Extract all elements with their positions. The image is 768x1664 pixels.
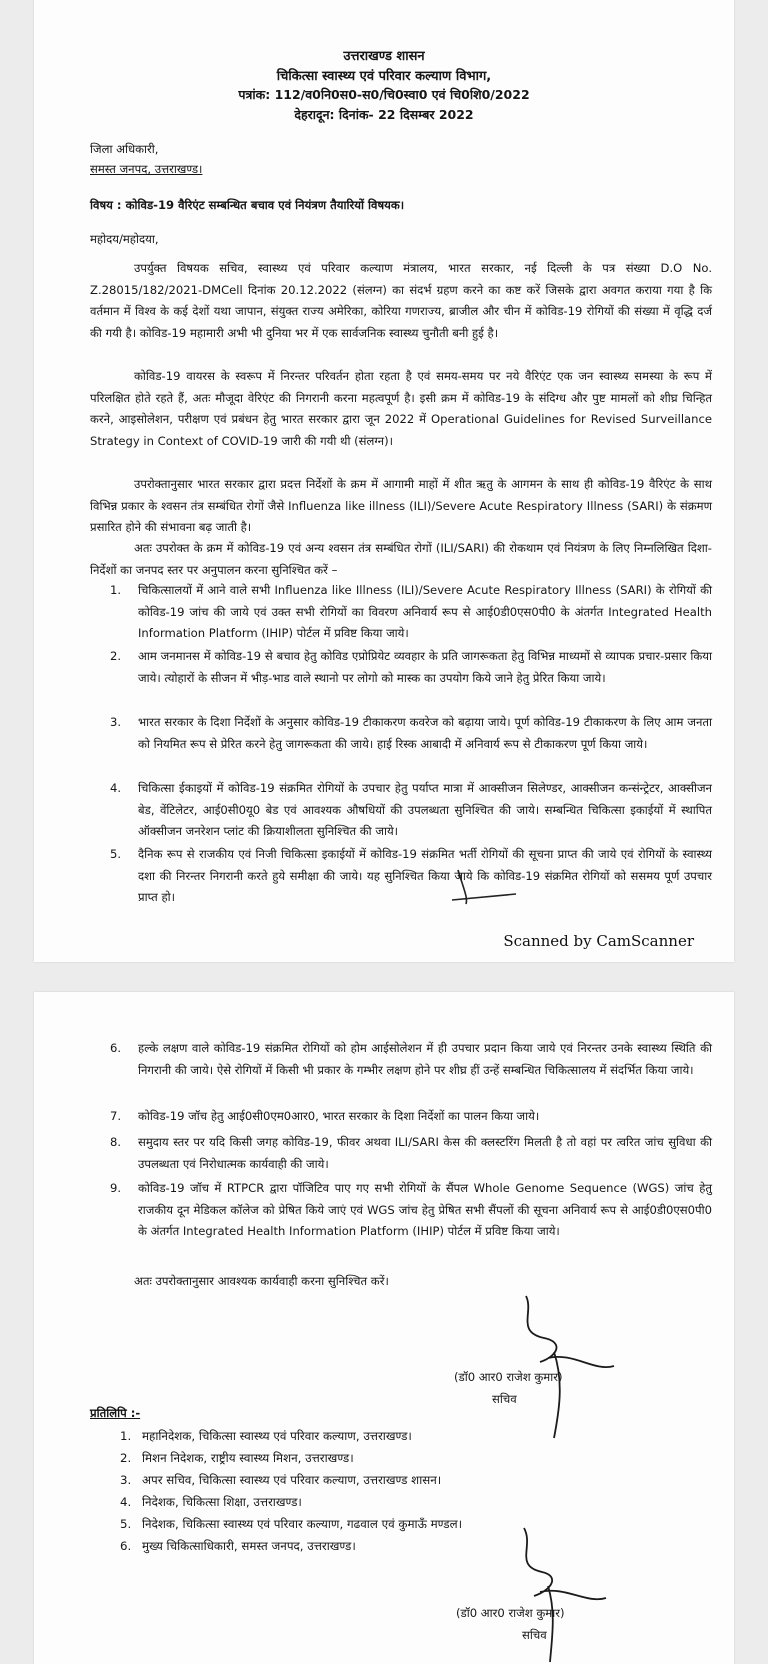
directive-item: 9. कोविड-19 जॉच में RTPCR द्वारा पॉजिटिव पाए गए सभी रोगियों के सैंपल Whole Genome Sequence (WGS) जांच हेतु राजकीय दून मेडिकल कॉलेज को प्रेषित किये जाएं एवं WGS जांच हेतु प्रेषित सभी सैंपलों की सूचना अनिवार्य रूप से आई0डी0एस0पी0 के अंतर्गत Integrated Health Information Platform (IHIP) पोर्टल में प्रविष्ट किया जाये।: [110, 1181, 712, 1238]
directive-item: 2. आम जनमानस में कोविड-19 से बचाव हेतु कोविड एप्रोप्रियेट व्यवहार के प्रति जागरूकता हेतु विभिन्न माध्यमों से व्यापक प्रचार-प्रसार किया जाये। त्योहारों के सीजन में भीड़-भाड वाले स्थानो पर लोगो को मास्क का उपयोग किये जाने हेतु प्रेरित किया जाये।: [110, 649, 712, 685]
department-title: चिकित्सा स्वास्थ्य एवं परिवार कल्याण विभाग,: [276, 69, 492, 84]
letter-number: पत्रांक: 112/व0नि0स0-स0/चि0स्वा0 एवं चि0शि0/2022: [238, 87, 530, 102]
subject-line: विषय : कोविड-19 वैरिएंट सम्बन्धित बचाव एवं नियंत्रण तैयारियों विषयक।: [90, 198, 405, 212]
directive-item: 4. चिकित्सा ईकाइयों में कोविड-19 संक्रमित रोगियों के उपचार हेतु पर्याप्त मात्रा में आक्सीजन सिलेण्डर, आक्सीजन कन्संन्ट्रेटर, आक्सीजन बेड, वेंटिलेटर, आई0सी0यू0 बेड एवं आवश्यक औषधियों की उपलब्धता सुनिश्चित की जाये। सम्बन्धित चिकित्सा इकाईयों में स्थापित ऑक्सीजन जनरेशन प्लांट की क्रियाशीलता सुनिश्चित की जाये।: [110, 781, 712, 838]
directive-item: 7. कोविड-19 जॉच हेतु आई0सी0एम0आर0, भारत सरकार के दिशा निर्देशों का पालन किया जाये।: [110, 1109, 540, 1123]
cc-item: 4. निदेशक, चिकित्सा शिक्षा, उत्तराखण्ड।: [120, 1495, 302, 1509]
govt-title: उत्तराखण्ड शासन: [343, 49, 425, 64]
paragraph-3: उपरोक्तानुसार भारत सरकार द्वारा प्रदत्त निर्देशों के क्रम में आगामी माहों में शीत ऋतु के आगमन के साथ ही कोविड-19 वैरिएंट के साथ विभिन्न प्रकार के श्वसन तंत्र सम्बंधित रोगों जैसे Influenza like illness (ILI)/Severe Acute Respiratory Illness (SARI) के संक्रमण प्रसारित होने की संभावना बढ़ जाती है।: [90, 477, 712, 535]
signatory-2-name: (डॉ0 आर0 राजेश कुमार): [456, 1606, 565, 1620]
scan-watermark: Scanned by CamScanner: [503, 932, 694, 950]
salutation: महोदय/महोदया,: [90, 232, 159, 246]
paragraph-4: अतः उपरोक्त के क्रम में कोविड-19 एवं अन्य श्वसन तंत्र सम्बंधित रोगों (ILI/SARI) की रोकथाम एवं नियंत्रण के लिए निम्नलिखित दिशा-निर्देशों का जनपद स्तर पर अनुपालन करना सुनिश्चित करें –: [90, 541, 712, 577]
cc-item: 6. मुख्य चिकित्साधिकारी, समस्त जनपद, उत्तराखण्ड।: [120, 1539, 356, 1553]
addressee-line-2: समस्त जनपद, उत्तराखण्ड।: [90, 162, 203, 176]
cc-item: 1. महानिदेशक, चिकित्सा स्वास्थ्य एवं परिवार कल्याण, उत्तराखण्ड।: [120, 1429, 412, 1443]
paragraph-1: उपर्युक्त विषयक सचिव, स्वास्थ्य एवं परिवार कल्याण मंत्रालय, भारत सरकार, नई दिल्ली के पत्र संख्या D.O No. Z.28015/182/2021-DMCell दिनांक 20.12.2022 (संलग्न) का संदर्भ ग्रहण करने का कष्ट करें जिसके द्वारा अवगत कराया गया है कि वर्तमान में विश्व के कई देशों यथा जापान, संयुक्त राज्य अमेरिका, कोरिया गणराज्य, ब्राजील और चीन में कोविड-19 रोगियों की संख्या में वृद्धि दर्ज की गयी है। कोविड-19 महामारी अभी भी दुनिया भर में एक सार्वजनिक स्वास्थ्य चुनौती बनी हुई है।: [90, 261, 712, 340]
signature-2: [494, 1522, 614, 1664]
directive-item: 5. दैनिक रूप से राजकीय एवं निजी चिकित्सा इकाईयों में कोविड-19 संक्रमित भर्ती रोगियों की सूचना प्राप्त की जाये एवं रोगियों के स्वास्थ्य दशा की निरन्तर निगरानी करते हुये समीक्षा की जाये। यह सुनिश्चित किया जाये कि कोविड-19 संक्रमित रोगियों को ससमय पूर्ण उपचार प्राप्त हो।: [110, 847, 712, 904]
directive-item: 6. हल्के लक्षण वाले कोविड-19 संक्रमित रोगियों को होम आईसोलेशन में ही उपचार प्रदान किया जाये एवं निरन्तर उनके स्वास्थ्य स्थिति की निगरानी की जाये। ऐसे रोगियों में किसी भी प्रकार के गम्भीर लक्षण होने पर शीघ्र हीं उन्हें सम्बन्धित चिकित्सालय में संदर्भित किया जाये।: [110, 1041, 712, 1077]
directive-item: 3. भारत सरकार के दिशा निर्देशों के अनुसार कोविड-19 टीकाकरण कवरेज को बढ़ाया जाये। पूर्ण कोविड-19 टीकाकरण के लिए आम जनता को नियमित रूप से प्रेरित करने हेतु जागरूकता की जाये। हाई रिस्क आबादी में अनिवार्य रूप से टीकाकरण पूर्ण किया जाये।: [110, 715, 712, 751]
signatory-title: सचिव: [492, 1392, 517, 1406]
paragraph-2: कोविड-19 वायरस के स्वरूप में निरन्तर परिवर्तन होता रहता है एवं समय-समय पर नये वैरिएंट एक जन स्वास्थ्य समस्या के रूप में परिलक्षित होते रहते हैं, अतः मौजूदा वेरिएंट की निगरानी करना महत्वपूर्ण है। इसी क्रम में कोविड-19 के संदिग्ध और पुष्ट मामलों को शीघ्र चिन्हित करने, आइसोलेशन, परीक्षण एवं प्रबंधन हेतु भारत सरकार द्वारा जून 2022 में Operational Guidelines for Revised Surveillance Strategy in Context of COVID-19 जारी की गयी थी (संलग्न)।: [90, 369, 712, 448]
directive-item: 1. चिकित्सालयों में आने वाले सभी Influenza like Illness (ILI)/Severe Acute Respiratory Illness (SARI) के रोगियों की कोविड-19 जांच की जाये एवं उक्त सभी रोगियों का विवरण अनिवार्य रूप से आई0डी0एस0पी0 के अंतर्गत Integrated Health Information Platform (IHIP) पोर्टल में प्रविष्ट किया जाये।: [110, 583, 712, 640]
cc-item: 5. निदेशक, चिकित्सा स्वास्थ्य एवं परिवार कल्याण, गढवाल एवं कुमाऊँ मण्डल।: [120, 1517, 463, 1531]
addressee-line-1: जिला अधिकारी,: [90, 142, 159, 156]
signature: [504, 1292, 624, 1442]
cc-item: 3. अपर सचिव, चिकित्सा स्वास्थ्य एवं परिवार कल्याण, उत्तराखण्ड शासन।: [120, 1473, 442, 1487]
letter-page-2: [34, 992, 734, 1664]
signatory-name: (डॉ0 आर0 राजेश कुमार): [454, 1370, 563, 1384]
letter-page-1: [34, 0, 734, 962]
initials-mark: [446, 860, 526, 910]
closing-line: अतः उपरोक्तानुसार आवश्यक कार्यवाही करना सुनिश्चित करें।: [134, 1274, 389, 1288]
directive-item: 8. समुदाय स्तर पर यदि किसी जगह कोविड-19, फीवर अथवा ILI/SARI केस की क्लस्टरिंग मिलती है तो वहां पर त्वरित जांच सुविधा की उपलब्धता एवं निरोधात्मक कार्यवाही की जाये।: [110, 1135, 712, 1171]
cc-item: 2. मिशन निदेशक, राष्ट्रीय स्वास्थ्य मिशन, उत्तराखण्ड।: [120, 1451, 354, 1465]
cc-heading: प्रतिलिपि :-: [90, 1406, 141, 1420]
letter-date: देहरादून: दिनांक- 22 दिसम्बर 2022: [294, 107, 474, 122]
signatory-2-title: सचिव: [522, 1628, 547, 1642]
